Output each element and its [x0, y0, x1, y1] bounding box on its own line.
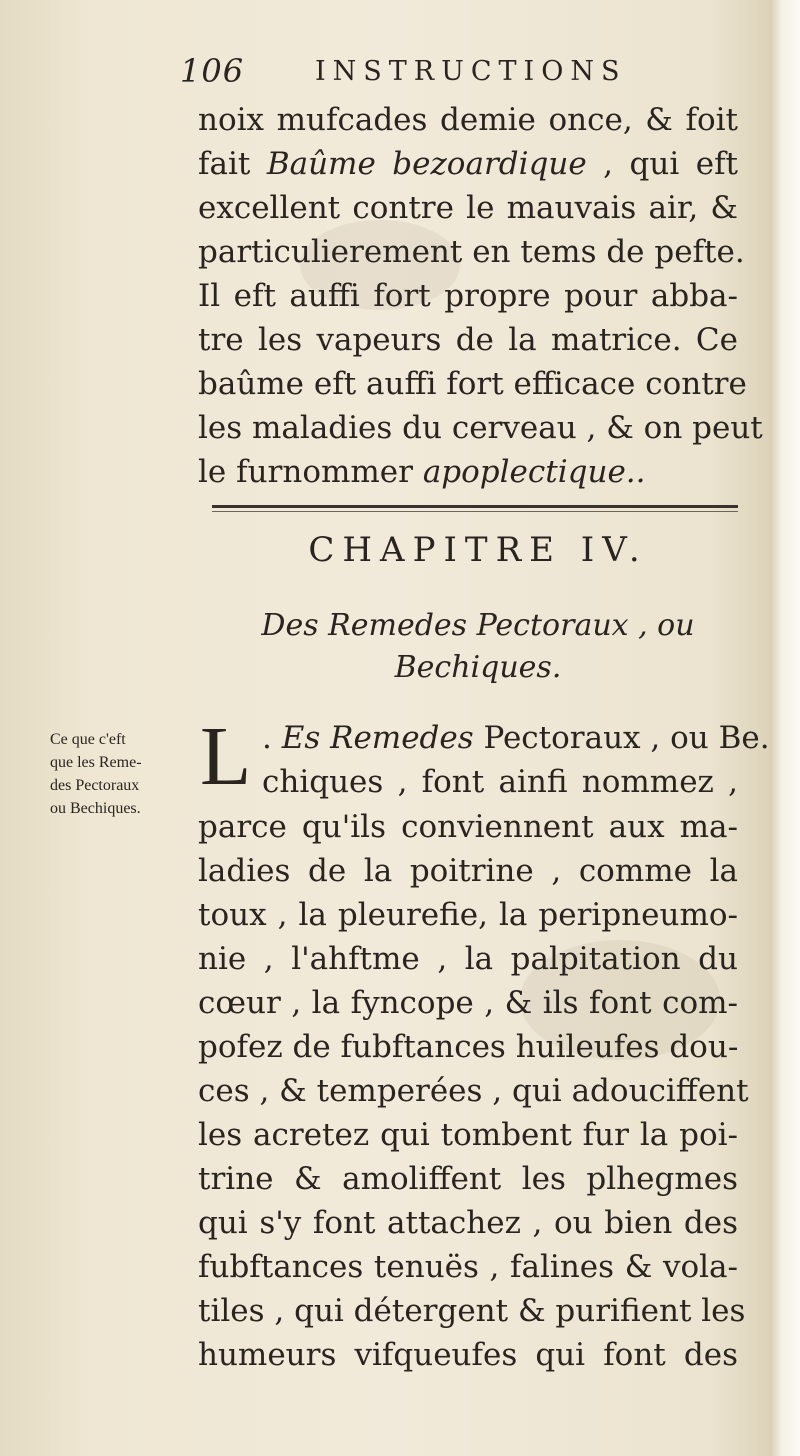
- chapter-subtitle-line: Bechiques.: [394, 650, 562, 685]
- chapter-subtitle-line: Des Remedes Pectoraux , ou: [261, 608, 695, 643]
- text-line: cœur , la fyncope , & ils font com-: [198, 985, 738, 1021]
- text-line: [198, 98, 738, 142]
- page-number: 106: [180, 52, 245, 90]
- text-line: qui s'y font attachez , ou bien des: [198, 1205, 738, 1241]
- text-segment: baûme eft auffi fort efficace contre: [198, 366, 747, 402]
- italic-text: Es Remedes: [281, 720, 474, 756]
- chapter-body: [198, 805, 749, 1377]
- text-segment: Il eft auffi fort propre pour abba-: [198, 278, 738, 314]
- text-line: [262, 716, 770, 760]
- page-edge: [770, 0, 800, 1456]
- text-line: [262, 760, 738, 804]
- text-line: ces , & temperées , qui adouciffent: [198, 1073, 749, 1109]
- margin-note: [50, 728, 195, 820]
- text-segment: particulierement en tems de pefte.: [198, 234, 745, 270]
- text-line: [198, 362, 747, 406]
- text-segment: excellent contre le mauvais air, &: [198, 190, 738, 226]
- chapter-title: CHAPITRE IV.: [308, 530, 648, 570]
- text-line: [198, 406, 763, 450]
- text-line: parce qu'ils conviennent aux ma-: [198, 809, 738, 845]
- text-line: [198, 230, 745, 274]
- text-line: ladies de la poitrine , comme la: [198, 853, 738, 889]
- text-line: toux , la pleurefie, la peripneumo-: [198, 897, 738, 933]
- text-line: [198, 186, 738, 230]
- text-segment: Pectoraux , ou Be.: [473, 720, 770, 756]
- chapter-rule-thin: [212, 511, 738, 512]
- text-line: tiles , qui détergent & purifient les: [198, 1293, 746, 1329]
- text-line: [198, 450, 738, 494]
- text-segment: , qui eft: [586, 146, 738, 182]
- running-head: [180, 52, 740, 94]
- text-segment: .: [262, 720, 282, 756]
- text-segment: tre les vapeurs de la matrice. Ce: [198, 322, 738, 358]
- running-title: INSTRUCTIONS: [315, 56, 627, 87]
- text-line: trine & amoliffent les plhegmes: [198, 1161, 738, 1197]
- margin-note-line: Ce que c'eft: [50, 731, 126, 748]
- text-segment: noix mufcades demie once, & foit: [198, 102, 738, 138]
- drop-cap: L: [200, 710, 252, 803]
- text-segment: fait: [198, 146, 267, 182]
- text-line: [198, 274, 738, 318]
- text-line: humeurs vifqueufes qui font des: [198, 1337, 738, 1373]
- text-segment: les maladies du cerveau , & on peut: [198, 410, 763, 446]
- text-line: pofez de fubftances huileufes dou-: [198, 1029, 739, 1065]
- italic-text: apoplectique..: [422, 454, 646, 490]
- text-line: les acretez qui tombent fur la poi-: [198, 1117, 738, 1153]
- margin-note-line: ou Bechiques.: [50, 800, 141, 817]
- text-line: [198, 142, 738, 186]
- text-segment: chiques , font ainfi nommez ,: [262, 764, 738, 800]
- top-paragraph: [198, 98, 763, 494]
- margin-note-line: des Pectoraux: [50, 777, 140, 794]
- opening-lines: [262, 716, 770, 804]
- text-line: fubftances tenuës , falines & vola-: [198, 1249, 738, 1285]
- margin-note-line: que les Reme-: [50, 754, 142, 771]
- text-line: [198, 318, 738, 362]
- text-segment: le furnommer: [198, 454, 423, 490]
- chapter-rule: [212, 505, 738, 508]
- text-line: nie , l'ahftme , la palpitation du: [198, 941, 738, 977]
- italic-text: Baûme bezoardique: [266, 146, 587, 182]
